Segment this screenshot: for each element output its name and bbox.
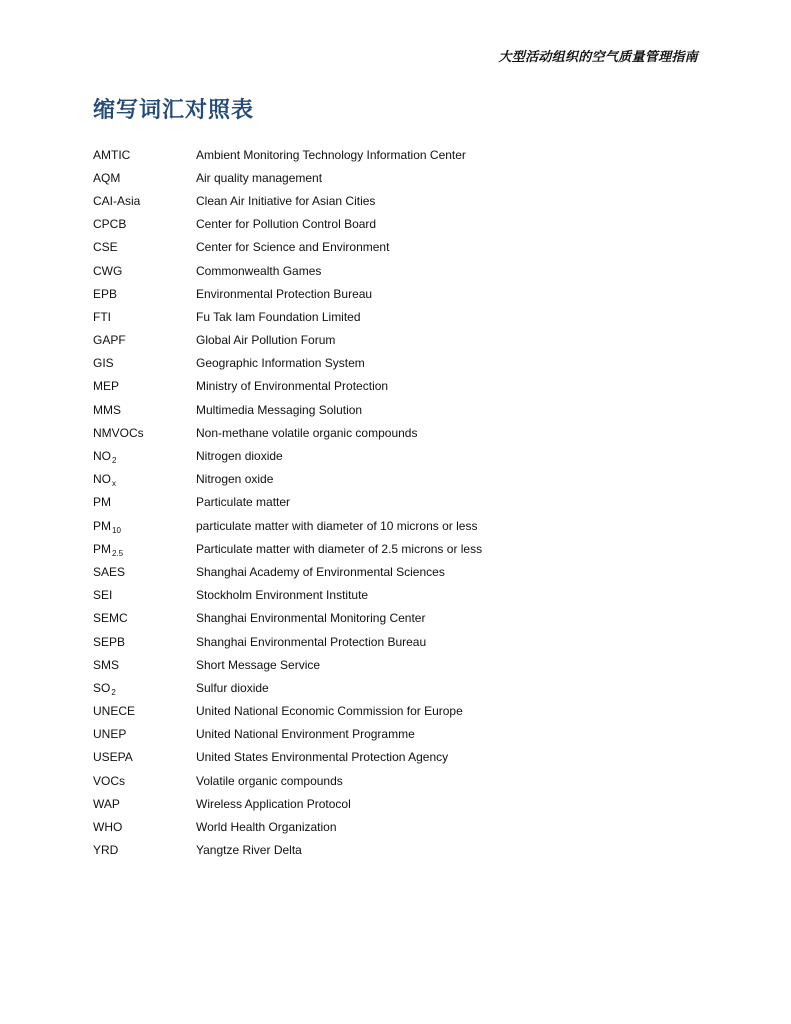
abbreviation-definition: Global Air Pollution Forum <box>196 333 336 348</box>
term-base: GAPF <box>93 333 126 348</box>
term-base: WHO <box>93 820 123 835</box>
abbreviation-definition: Particulate matter <box>196 495 291 510</box>
term-base: AQM <box>93 170 121 185</box>
running-header: 大型活动组织的空气质量管理指南 <box>498 50 698 65</box>
abbreviation-definition: Clean Air Initiative for Asian Cities <box>196 193 376 208</box>
term-base: EPB <box>93 286 118 301</box>
abbreviation-definition: World Health Organization <box>196 820 337 835</box>
abbreviation-term <box>93 143 196 166</box>
abbreviation-definition: Nitrogen dioxide <box>196 449 283 464</box>
abbreviation-row <box>93 444 526 467</box>
abbreviation-term <box>93 444 196 467</box>
abbreviation-row <box>93 700 526 723</box>
abbreviation-term <box>93 329 196 352</box>
abbreviation-definition: United National Economic Commission for Europe <box>196 704 463 719</box>
term-base: AMTIC <box>93 147 131 162</box>
abbreviation-row <box>93 607 526 630</box>
term-base: PM <box>93 495 111 510</box>
abbreviation-term <box>93 514 196 537</box>
term-base: MMS <box>93 402 121 417</box>
abbreviation-term <box>93 213 196 236</box>
abbreviation-definition: Ministry of Environmental Protection <box>196 379 389 394</box>
abbreviation-term <box>93 815 196 838</box>
term-base: UNEP <box>93 727 127 742</box>
abbreviation-row <box>93 723 526 746</box>
term-base: CPCB <box>93 217 127 232</box>
abbreviation-term <box>93 537 196 560</box>
abbreviation-row <box>93 375 526 398</box>
abbreviation-row <box>93 769 526 792</box>
abbreviation-row <box>93 398 526 421</box>
abbreviation-term <box>93 630 196 653</box>
abbreviation-row <box>93 676 526 699</box>
abbreviation-row <box>93 236 526 259</box>
abbreviation-definition: Particulate matter with diameter of 2.5 microns or less <box>196 541 483 556</box>
abbreviation-term <box>93 769 196 792</box>
abbreviation-term <box>93 839 196 862</box>
abbreviation-row <box>93 537 526 560</box>
abbreviation-row <box>93 213 526 236</box>
term-base: YRD <box>93 843 119 858</box>
abbreviation-row <box>93 584 526 607</box>
abbreviation-definition: Short Message Service <box>196 657 321 672</box>
abbreviation-term <box>93 375 196 398</box>
term-base: CSE <box>93 240 118 255</box>
abbreviation-table <box>93 143 526 862</box>
abbreviation-list <box>93 143 526 862</box>
abbreviation-term <box>93 607 196 630</box>
abbreviation-term <box>93 352 196 375</box>
abbreviation-row <box>93 514 526 537</box>
term-subscript: x <box>112 479 116 489</box>
abbreviation-definition: Commonwealth Games <box>196 263 322 278</box>
term-base: PM <box>93 518 111 533</box>
abbreviation-definition: United States Environmental Protection Agency <box>196 750 449 765</box>
abbreviation-term <box>93 700 196 723</box>
abbreviation-definition: Sulfur dioxide <box>196 680 269 695</box>
abbreviation-definition: particulate matter with diameter of 10 microns or less <box>196 518 478 533</box>
abbreviation-definition: Air quality management <box>196 170 323 185</box>
term-base: VOCs <box>93 773 126 788</box>
abbreviation-term <box>93 398 196 421</box>
abbreviation-row <box>93 189 526 212</box>
abbreviation-row <box>93 653 526 676</box>
abbreviation-row <box>93 792 526 815</box>
abbreviation-term <box>93 676 196 699</box>
term-base: UNECE <box>93 704 136 719</box>
term-subscript: 2.5 <box>112 548 124 558</box>
abbreviation-row <box>93 630 526 653</box>
abbreviation-row <box>93 468 526 491</box>
abbreviation-row <box>93 259 526 282</box>
abbreviation-term <box>93 259 196 282</box>
term-base: FTI <box>93 309 111 324</box>
abbreviation-term <box>93 282 196 305</box>
term-base: PM <box>93 541 111 556</box>
term-base: GIS <box>93 356 114 371</box>
abbreviation-term <box>93 189 196 212</box>
abbreviation-term <box>93 653 196 676</box>
abbreviation-definition: Multimedia Messaging Solution <box>196 402 363 417</box>
abbreviation-definition: Non-methane volatile organic compounds <box>196 425 418 440</box>
abbreviation-definition: Nitrogen oxide <box>196 472 274 487</box>
term-base: SO <box>93 680 111 695</box>
abbreviation-term <box>93 746 196 769</box>
abbreviation-row <box>93 305 526 328</box>
abbreviation-row <box>93 421 526 444</box>
term-base: NO <box>93 472 111 487</box>
term-base: NMVOCs <box>93 425 144 440</box>
abbreviation-definition: Fu Tak Iam Foundation Limited <box>196 309 361 324</box>
term-base: SMS <box>93 657 120 672</box>
term-base: SEMC <box>93 611 128 626</box>
abbreviation-row <box>93 839 526 862</box>
abbreviation-term <box>93 723 196 746</box>
term-base: SAES <box>93 564 126 579</box>
abbreviation-definition: Shanghai Environmental Protection Bureau <box>196 634 427 649</box>
abbreviation-row <box>93 815 526 838</box>
abbreviation-row <box>93 329 526 352</box>
abbreviation-definition: Geographic Information System <box>196 356 365 371</box>
abbreviation-term <box>93 584 196 607</box>
term-subscript: 2 <box>112 456 117 466</box>
abbreviation-row <box>93 746 526 769</box>
term-base: MEP <box>93 379 120 394</box>
abbreviation-row <box>93 166 526 189</box>
abbreviation-definition: Center for Science and Environment <box>196 240 390 255</box>
abbreviation-definition: Volatile organic compounds <box>196 773 343 788</box>
abbreviation-row <box>93 143 526 166</box>
abbreviation-definition: Wireless Application Protocol <box>196 796 351 811</box>
term-base: NO <box>93 449 111 464</box>
abbreviation-definition: Environmental Protection Bureau <box>196 286 373 301</box>
abbreviation-row <box>93 560 526 583</box>
abbreviation-definition: Shanghai Environmental Monitoring Center <box>196 611 426 626</box>
abbreviation-row <box>93 352 526 375</box>
term-subscript: 10 <box>112 525 121 535</box>
abbreviation-definition: United National Environment Programme <box>196 727 415 742</box>
abbreviation-definition: Shanghai Academy of Environmental Sciences <box>196 564 445 579</box>
term-base: CWG <box>93 263 123 278</box>
abbreviation-term <box>93 560 196 583</box>
abbreviation-term <box>93 166 196 189</box>
term-base: SEPB <box>93 634 126 649</box>
abbreviation-definition: Yangtze River Delta <box>196 843 302 858</box>
abbreviation-row <box>93 491 526 514</box>
abbreviation-term <box>93 792 196 815</box>
abbreviation-definition: Stockholm Environment Institute <box>196 588 369 603</box>
abbreviation-term <box>93 421 196 444</box>
term-base: SEI <box>93 588 113 603</box>
abbreviation-term <box>93 468 196 491</box>
term-base: USEPA <box>93 750 133 765</box>
abbreviation-definition: Center for Pollution Control Board <box>196 217 377 232</box>
page-title: 缩写词汇对照表 <box>93 98 255 123</box>
term-base: WAP <box>93 796 120 811</box>
term-base: CAI-Asia <box>93 193 141 208</box>
abbreviation-term <box>93 305 196 328</box>
abbreviation-row <box>93 282 526 305</box>
abbreviation-term <box>93 491 196 514</box>
abbreviation-term <box>93 236 196 259</box>
term-subscript: 2 <box>111 687 116 697</box>
abbreviation-definition: Ambient Monitoring Technology Information Center <box>196 147 466 162</box>
